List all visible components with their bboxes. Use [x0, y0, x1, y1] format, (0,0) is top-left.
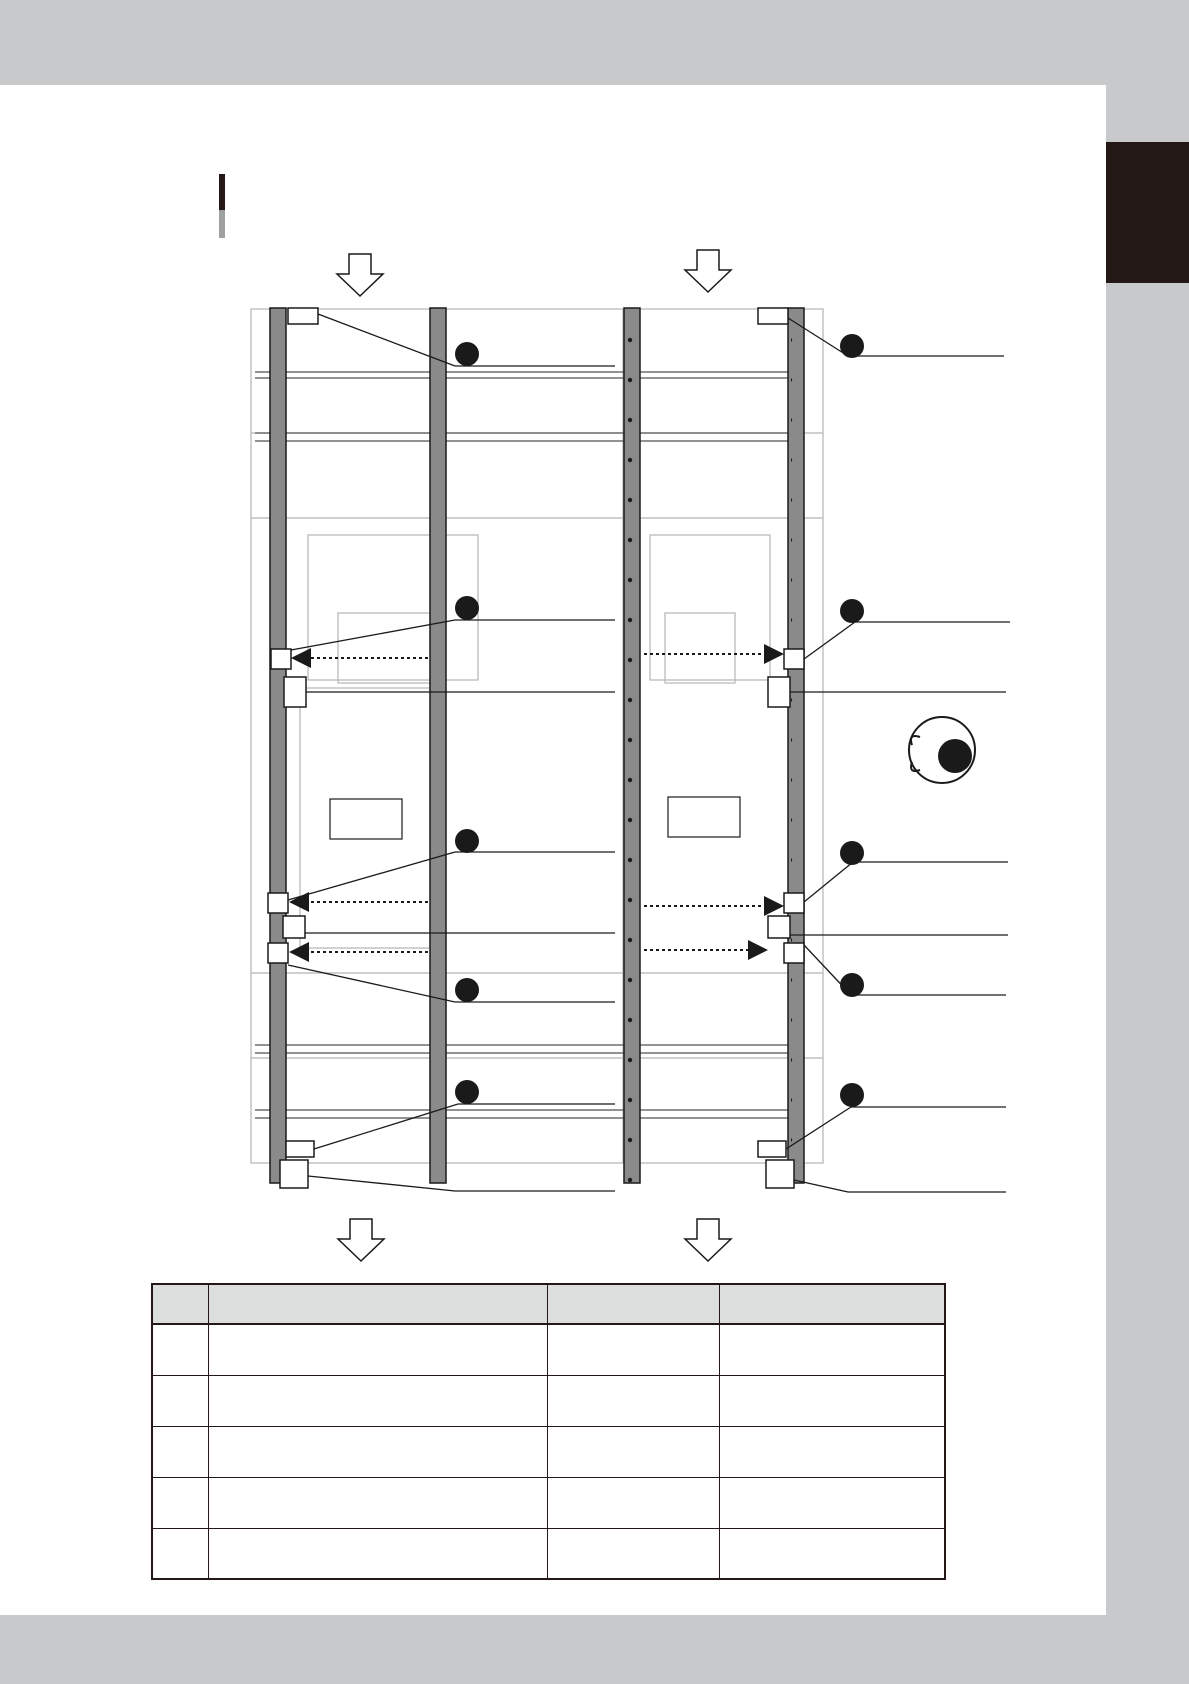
callout-marker-6: [840, 841, 864, 865]
callout-marker-10: [840, 1083, 864, 1107]
table-cell: [548, 1426, 719, 1477]
callout-marker-4: [840, 599, 864, 623]
horizontal-rails: [255, 372, 800, 1118]
table-cell: [152, 1477, 208, 1528]
header-cell-no: [152, 1284, 208, 1324]
table-cell: [719, 1375, 945, 1426]
callout-marker-1: [455, 342, 479, 366]
header-cell-qty: [548, 1284, 719, 1324]
table-cell: [152, 1324, 208, 1375]
table-row: [152, 1477, 945, 1528]
callout-marker-5: [455, 829, 479, 853]
table-cell: [152, 1426, 208, 1477]
callout-marker-3: [455, 596, 479, 620]
table-cell: [208, 1528, 548, 1579]
table-cell: [719, 1528, 945, 1579]
callout-leader-lines: [288, 314, 1010, 1192]
table-row: [152, 1375, 945, 1426]
table-cell: [719, 1477, 945, 1528]
hollow-down-arrow-icon: [338, 1219, 384, 1261]
callout-marker-8: [840, 973, 864, 997]
table-cell: [548, 1477, 719, 1528]
table-cell: [208, 1426, 548, 1477]
table-cell: [208, 1324, 548, 1375]
header-cell-note: [719, 1284, 945, 1324]
table-row: [152, 1426, 945, 1477]
table-cell: [208, 1477, 548, 1528]
table-row: [152, 1528, 945, 1579]
table-cell: [548, 1528, 719, 1579]
table-cell: [548, 1324, 719, 1375]
table-cell: [719, 1324, 945, 1375]
label-box-left: [330, 799, 402, 839]
table-cell: [152, 1375, 208, 1426]
callout-marker-9: [455, 1080, 479, 1104]
table-cell: [548, 1375, 719, 1426]
callout-marker-7: [455, 978, 479, 1002]
hollow-down-arrow-icon: [685, 250, 731, 292]
specification-table: [151, 1283, 946, 1580]
table-row: [152, 1324, 945, 1375]
table-header-row: [152, 1284, 945, 1324]
vertical-rails: [270, 308, 804, 1183]
label-box-right: [668, 797, 740, 837]
header-cell-part: [208, 1284, 548, 1324]
table-cell: [208, 1375, 548, 1426]
operator-top-view-icon: [909, 717, 975, 783]
callout-marker-2: [840, 334, 864, 358]
table-cell: [719, 1426, 945, 1477]
hollow-down-arrow-icon: [685, 1219, 731, 1261]
hollow-down-arrow-icon: [337, 254, 383, 296]
bracket-fittings: [268, 308, 804, 1188]
table-cell: [152, 1528, 208, 1579]
